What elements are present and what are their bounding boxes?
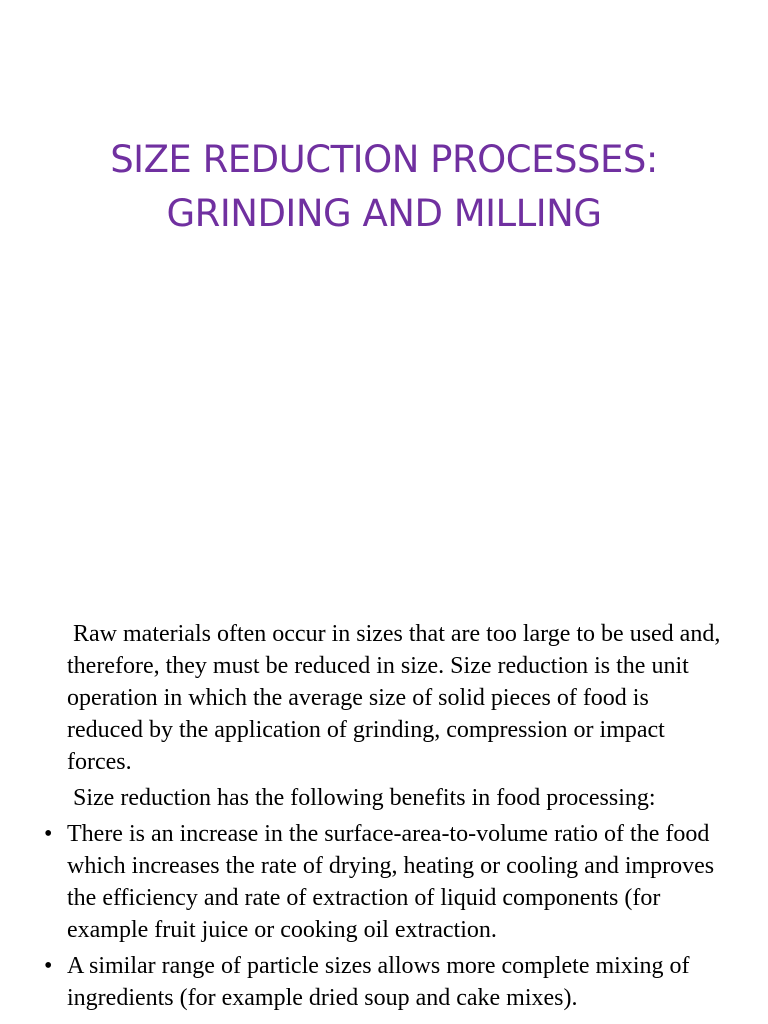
bullet-item: [40, 950, 730, 1014]
bullet-dot-icon: •: [44, 953, 53, 979]
intro-paragraph: Raw materials often occur in sizes that are too large to be used and, therefore, they must be reduced in size. Size reduction is the unit operation in which the average size of solid pieces of food is reduced by the application of grinding, compression or impact forces.: [67, 621, 721, 775]
bullet-text: A similar range of particle sizes allows more complete mixing of ingredients (for example dried soup and cake mixes).: [67, 953, 690, 1011]
bullet-dot-icon: •: [44, 821, 53, 847]
slide-title-line-1: SIZE REDUCTION PROCESSES:: [110, 138, 658, 181]
slide-title: [40, 133, 728, 241]
benefits-intro-paragraph: Size reduction has the following benefits in food processing:: [73, 785, 656, 811]
slide-title-line-2: GRINDING AND MILLING: [166, 192, 602, 235]
bullet-text: There is an increase in the surface-area-to-volume ratio of the food which increases the rate of drying, heating or cooling and improves the efficiency and rate of extraction of liquid components (for example fruit juice or cooking oil extraction.: [67, 821, 715, 943]
slide-body: [40, 618, 730, 1014]
bullet-item: [40, 818, 730, 946]
